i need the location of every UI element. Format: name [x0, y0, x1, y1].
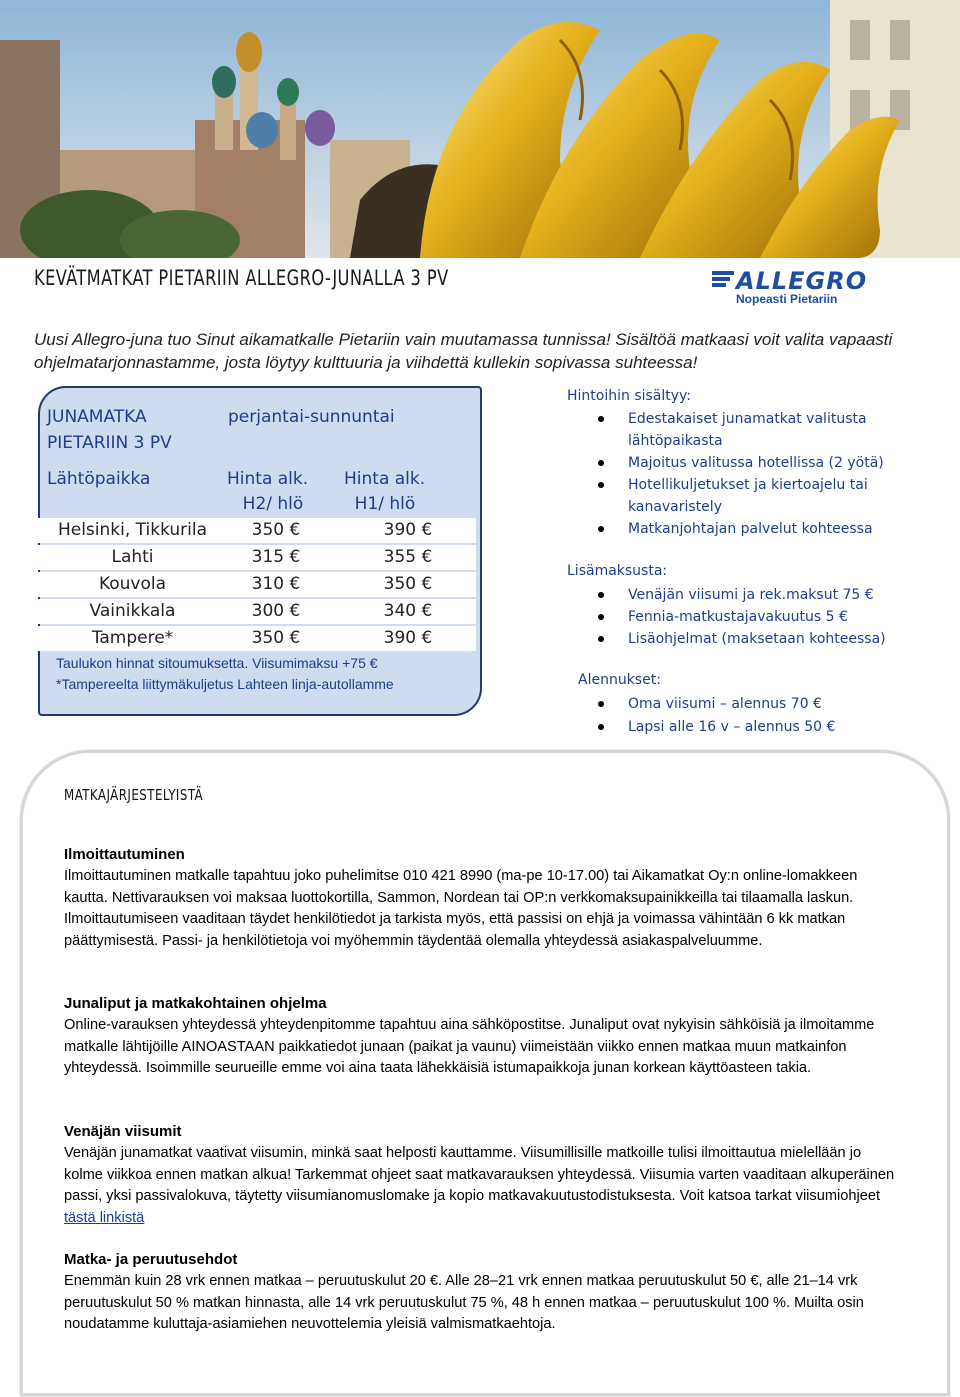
row-h1-price: 390 €	[383, 520, 433, 540]
bullet-icon	[598, 592, 604, 598]
extras-item: Venäjän viisumi ja rek.maksut 75 €	[628, 587, 874, 603]
extras-item: Lisäohjelmat (maksetaan kohteessa)	[628, 631, 886, 647]
section-text: Enemmän kuin 28 vrk ennen matkaa – peruutuskulut 20 €. Alle 28–21 vrk ennen matkaa peruutuskulut 50 €, alle 21–14 vrk peruutuskulut 50 % matkan hinnasta, alle 14 vrk peruutuskulut 75 %, 48 h ennen matkaa – peruutuskulut 100 %. Muilta osin noudatamme kuluttaja-asiamiehen neuvottelemia yleisiä valmismatkaehtoja.	[64, 1273, 864, 1332]
discounts-item: Lapsi alle 16 v – alennus 50 €	[628, 719, 836, 735]
visa-instructions-link[interactable]: tästä linkistä	[64, 1209, 145, 1226]
visa-text: Venäjän junamatkat vaativat viisumin, minkä saat helposti kauttamme. Viisumillisille matkoille tulisi ilmoittautua mielellään jo kolme viikkoa ennen matkan alkua! Tarkemmat ohjeet saat matkavarauksen yhteydessä. Viisumia varten vaaditaan alkuperäinen passi, yksi passivalokuva, täytetty viisumianomuslomake ja kopio matkavakuutustodistuksesta. Voit katsoa tarkat viisumiohjeet	[64, 1145, 895, 1204]
section-heading: Junaliput ja matkakohtainen ohjelma	[64, 995, 327, 1012]
col-h1-subheader: H1/ hlö	[354, 494, 416, 514]
bullet-icon	[598, 724, 604, 730]
row-h2-price: 350 €	[251, 520, 301, 540]
included-item: Hotellikuljetukset ja kiertoajelu tai	[628, 477, 868, 493]
bullet-icon	[598, 526, 604, 532]
included-item: Matkanjohtajan palvelut kohteessa	[628, 521, 873, 537]
bullet-icon	[598, 701, 604, 707]
row-origin: Helsinki, Tikkurila	[57, 520, 208, 540]
section-text	[64, 1143, 904, 1229]
row-origin: Vainikkala	[89, 601, 176, 621]
section-heading: Ilmoittautuminen	[64, 846, 185, 863]
hero-photo	[0, 0, 960, 258]
row-h2-price: 315 €	[251, 547, 301, 567]
section-heading: Matka- ja peruutusehdot	[64, 1251, 238, 1268]
price-note: Taulukon hinnat sitoumuksetta. Viisumimaksu +75 €	[56, 655, 378, 671]
included-item: Edestakaiset junamatkat valitusta	[628, 411, 867, 427]
price-table-subtitle: PIETARIIN 3 PV	[47, 433, 172, 453]
col-origin-header: Lähtöpaikka	[47, 469, 151, 489]
bullet-icon	[598, 460, 604, 466]
extras-heading: Lisämaksusta:	[567, 563, 668, 579]
row-origin: Kouvola	[98, 574, 167, 594]
row-h1-price: 390 €	[383, 628, 433, 648]
included-item: Majoitus valitussa hotellissa (2 yötä)	[628, 455, 884, 471]
bullet-icon	[598, 614, 604, 620]
bullet-icon	[598, 636, 604, 642]
row-h1-price: 355 €	[383, 547, 433, 567]
arrangements-title: MATKAJÄRJESTELYISTÄ	[64, 786, 204, 804]
col-h2-subheader: H2/ hlö	[242, 494, 304, 514]
extras-item: Fennia-matkustajavakuutus 5 €	[628, 609, 848, 625]
included-item-cont: kanavaristely	[628, 499, 722, 515]
price-footnote: *Tampereelta liittymäkuljetus Lahteen linja-autollamme	[56, 676, 394, 692]
row-h2-price: 350 €	[251, 628, 301, 648]
row-h2-price: 310 €	[251, 574, 301, 594]
intro-text: Uusi Allegro-juna tuo Sinut aikamatkalle Pietariin vain muutamassa tunnissa! Sisältöä matkaasi voit valita vapaasti ohjelmatarjonnastamme, josta löytyy kulttuuria ja viihdettä kullekin sopivassa suhteessa!	[34, 330, 893, 372]
included-item-cont: lähtöpaikasta	[628, 433, 723, 449]
discounts-heading: Alennukset:	[578, 672, 661, 688]
col-h2-header: Hinta alk.	[227, 469, 309, 489]
page-title: KEVÄTMATKAT PIETARIIN ALLEGRO-JUNALLA 3 PV	[34, 266, 449, 290]
bullet-icon	[598, 482, 604, 488]
section-heading: Venäjän viisumit	[64, 1123, 182, 1140]
section-text: Ilmoittautuminen matkalle tapahtuu joko puhelimitse 010 421 8990 (ma-pe 10-17.00) tai Aikamatkat Oy:n online-lomakkeen kautta. Nettivarauksen voi maksaa luottokortilla, Sammon, Nordean tai OP:n verkkomaksupainikkeilla tai tilaamalla laskun. Ilmoittautumiseen vaaditaan täydet henkilötiedot ja tarkista myös, että passisi on ehjä ja voimassa vähintään 6 kk matkan päättymisestä. Passi- ja henkilötietoja voi myöhemmin täydentää olemalla yhteydessä asiakaspalveluumme.	[64, 868, 858, 949]
section-text: Online-varauksen yhteydessä yhteydenpitomme tapahtuu aina sähköpostitse. Junaliput ovat nykyisin sähköisiä ja ilmoitamme matkalle lähtijöille AINOASTAAN paikkatiedot junaan (paikat ja vaunu) viimeistään viikko ennen matkaa muun matkainfon yhteydessä. Isoimmille seurueille emme voi aina taata lähekkäisiä istumapaikkoja junan korkean käyttöasteen takia.	[64, 1017, 875, 1076]
price-table-title: JUNAMATKA	[47, 407, 147, 427]
logo-tagline: Nopeasti Pietariin	[736, 292, 838, 306]
row-origin: Tampere*	[91, 628, 174, 648]
price-table-days: perjantai-sunnuntai	[228, 407, 395, 427]
row-h1-price: 340 €	[383, 601, 433, 621]
included-heading: Hintoihin sisältyy:	[567, 388, 692, 404]
discounts-item: Oma viisumi – alennus 70 €	[628, 696, 822, 712]
logo-wordmark: ALLEGRO	[736, 267, 868, 295]
row-h2-price: 300 €	[251, 601, 301, 621]
row-origin: Lahti	[111, 547, 154, 567]
row-h1-price: 350 €	[383, 574, 433, 594]
col-h1-header: Hinta alk.	[344, 469, 426, 489]
bullet-icon	[598, 416, 604, 422]
